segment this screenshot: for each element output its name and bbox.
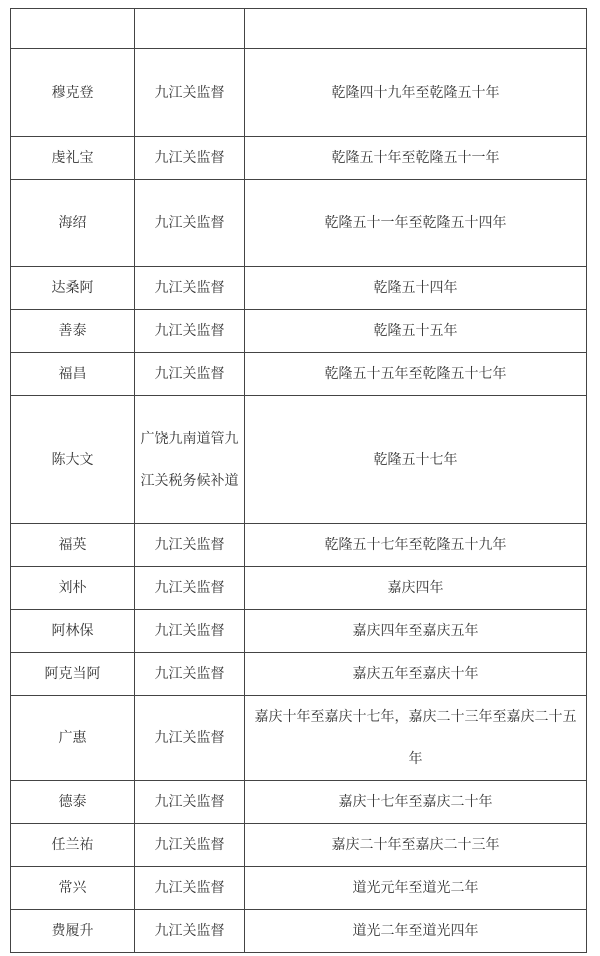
period-cell: 乾隆五十七年 (245, 396, 587, 524)
name-cell: 费履升 (11, 910, 135, 953)
table-row (11, 653, 587, 696)
office-cell: 九江关监督 (135, 180, 245, 267)
officials-table (10, 8, 587, 953)
period-cell: 乾隆五十年至乾隆五十一年 (245, 137, 587, 180)
office-cell: 广饶九南道管九江关税务候补道 (135, 396, 245, 524)
office-cell: 九江关监督 (135, 653, 245, 696)
office-cell: 九江关监督 (135, 910, 245, 953)
period-cell: 乾隆五十一年至乾隆五十四年 (245, 180, 587, 267)
period-cell: 道光元年至道光二年 (245, 867, 587, 910)
office-cell: 九江关监督 (135, 49, 245, 137)
table-row (11, 867, 587, 910)
office-cell: 九江关监督 (135, 824, 245, 867)
office-cell: 九江关监督 (135, 137, 245, 180)
office-cell: 九江关监督 (135, 353, 245, 396)
office-cell: 九江关监督 (135, 696, 245, 781)
name-cell: 阿克当阿 (11, 653, 135, 696)
table-row (11, 9, 587, 49)
period-cell: 乾隆五十五年至乾隆五十七年 (245, 353, 587, 396)
table-row (11, 567, 587, 610)
period-cell (245, 9, 587, 49)
period-cell: 嘉庆四年至嘉庆五年 (245, 610, 587, 653)
table-row (11, 49, 587, 137)
office-cell: 九江关监督 (135, 781, 245, 824)
name-cell: 任兰祐 (11, 824, 135, 867)
name-cell: 德泰 (11, 781, 135, 824)
period-cell: 嘉庆五年至嘉庆十年 (245, 653, 587, 696)
table-row (11, 910, 587, 953)
table-row (11, 610, 587, 653)
office-cell: 九江关监督 (135, 867, 245, 910)
name-cell: 虔礼宝 (11, 137, 135, 180)
name-cell (11, 9, 135, 49)
name-cell: 陈大文 (11, 396, 135, 524)
period-cell: 道光二年至道光四年 (245, 910, 587, 953)
period-cell: 乾隆五十四年 (245, 267, 587, 310)
name-cell: 广惠 (11, 696, 135, 781)
period-cell: 乾隆四十九年至乾隆五十年 (245, 49, 587, 137)
office-cell (135, 9, 245, 49)
period-cell: 嘉庆二十年至嘉庆二十三年 (245, 824, 587, 867)
table-row (11, 781, 587, 824)
table-row (11, 824, 587, 867)
table-row (11, 696, 587, 781)
office-cell: 九江关监督 (135, 610, 245, 653)
office-cell: 九江关监督 (135, 567, 245, 610)
period-cell: 嘉庆四年 (245, 567, 587, 610)
name-cell: 善泰 (11, 310, 135, 353)
office-cell: 九江关监督 (135, 524, 245, 567)
period-cell: 嘉庆十年至嘉庆十七年，嘉庆二十三年至嘉庆二十五年 (245, 696, 587, 781)
period-cell: 嘉庆十七年至嘉庆二十年 (245, 781, 587, 824)
name-cell: 达桑阿 (11, 267, 135, 310)
name-cell: 福昌 (11, 353, 135, 396)
name-cell: 穆克登 (11, 49, 135, 137)
table-row (11, 396, 587, 524)
table-row (11, 267, 587, 310)
name-cell: 海绍 (11, 180, 135, 267)
period-cell: 乾隆五十五年 (245, 310, 587, 353)
office-cell: 九江关监督 (135, 310, 245, 353)
table-row (11, 137, 587, 180)
table-row (11, 310, 587, 353)
name-cell: 福英 (11, 524, 135, 567)
period-cell: 乾隆五十七年至乾隆五十九年 (245, 524, 587, 567)
name-cell: 常兴 (11, 867, 135, 910)
name-cell: 刘朴 (11, 567, 135, 610)
name-cell: 阿林保 (11, 610, 135, 653)
office-cell: 九江关监督 (135, 267, 245, 310)
table-row (11, 353, 587, 396)
table-row (11, 180, 587, 267)
table-row (11, 524, 587, 567)
